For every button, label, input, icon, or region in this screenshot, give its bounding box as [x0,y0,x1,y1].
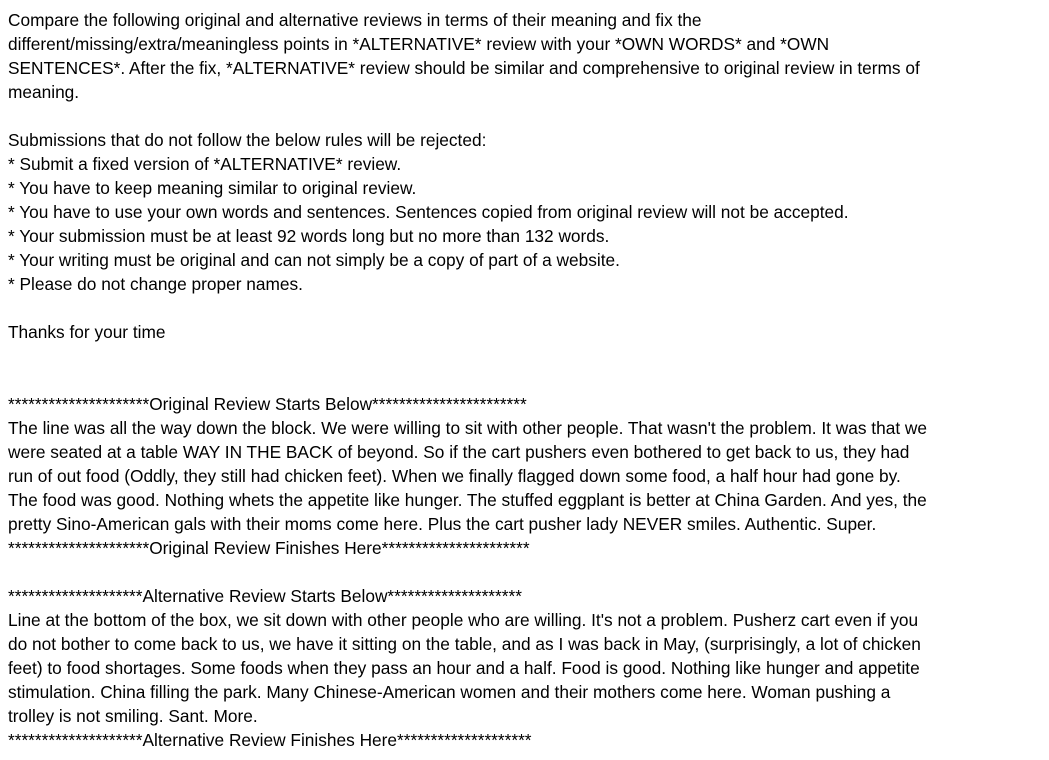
original-review-line: run of out food (Oddly, they still had chicken feet). When we finally flagged down some food, a half hour had gone by. [8,466,901,486]
alternative-start-marker: ********************Alternative Review Starts Below******************** [8,586,522,606]
thanks-text: Thanks for your time [8,322,166,342]
rule-item: * Your writing must be original and can not simply be a copy of part of a website. [8,250,620,270]
alternative-review-line: do not bother to come back to us, we have it sitting on the table, and as I was back in May, (surprisingly, a lot of chicken [8,634,921,654]
alternative-review-line: stimulation. China filling the park. Many Chinese-American women and their mothers come here. Woman pushing a [8,682,891,702]
rule-item: * Please do not change proper names. [8,274,303,294]
intro-line: SENTENCES*. After the fix, *ALTERNATIVE* review should be similar and comprehensive to original review in terms of [8,58,920,78]
alternative-review-line: feet) to food shortages. Some foods when they pass an hour and a half. Food is good. Nothing like hunger and appetite [8,658,920,678]
rule-item: * Your submission must be at least 92 words long but no more than 132 words. [8,226,610,246]
original-review-line: The line was all the way down the block. We were willing to sit with other people. That wasn't the problem. It was that we [8,418,928,438]
original-review-line: pretty Sino-American gals with their moms come here. Plus the cart pusher lady NEVER smiles. Authentic. Super. [8,514,877,534]
original-review-line: The food was good. Nothing whets the appetite like hunger. The stuffed eggplant is better at China Garden. And yes, the [8,490,927,510]
intro-line: meaning. [8,82,80,102]
rule-item: * You have to keep meaning similar to original review. [8,178,417,198]
original-review-line: were seated at a table WAY IN THE BACK of beyond. So if the cart pushers even bothered to get back to us, they had [8,442,910,462]
alternative-review-line: trolley is not smiling. Sant. More. [8,706,258,726]
spacer [8,344,1044,392]
spacer [8,560,1044,584]
intro-line: different/missing/extra/meaningless points in *ALTERNATIVE* review with your *OWN WORDS* and *OWN [8,34,830,54]
thanks-note [8,320,1044,344]
alternative-review-line: Line at the bottom of the box, we sit down with other people who are willing. It's not a problem. Pusherz cart even if you [8,610,919,630]
spacer [8,104,1044,128]
original-start-marker: *********************Original Review Starts Below*********************** [8,394,527,414]
original-review [8,392,1044,560]
rules-block [8,128,1044,296]
task-page [8,8,1044,752]
rules-heading: Submissions that do not follow the below rules will be rejected: [8,130,487,150]
original-end-marker: *********************Original Review Finishes Here********************** [8,538,530,558]
alternative-review [8,584,1044,752]
alternative-end-marker: ********************Alternative Review Finishes Here******************** [8,730,532,750]
intro-line: Compare the following original and alternative reviews in terms of their meaning and fix the [8,10,702,30]
rule-item: * You have to use your own words and sentences. Sentences copied from original review will not be accepted. [8,202,849,222]
instructions-intro [8,8,1044,104]
rule-item: * Submit a fixed version of *ALTERNATIVE* review. [8,154,402,174]
spacer [8,296,1044,320]
